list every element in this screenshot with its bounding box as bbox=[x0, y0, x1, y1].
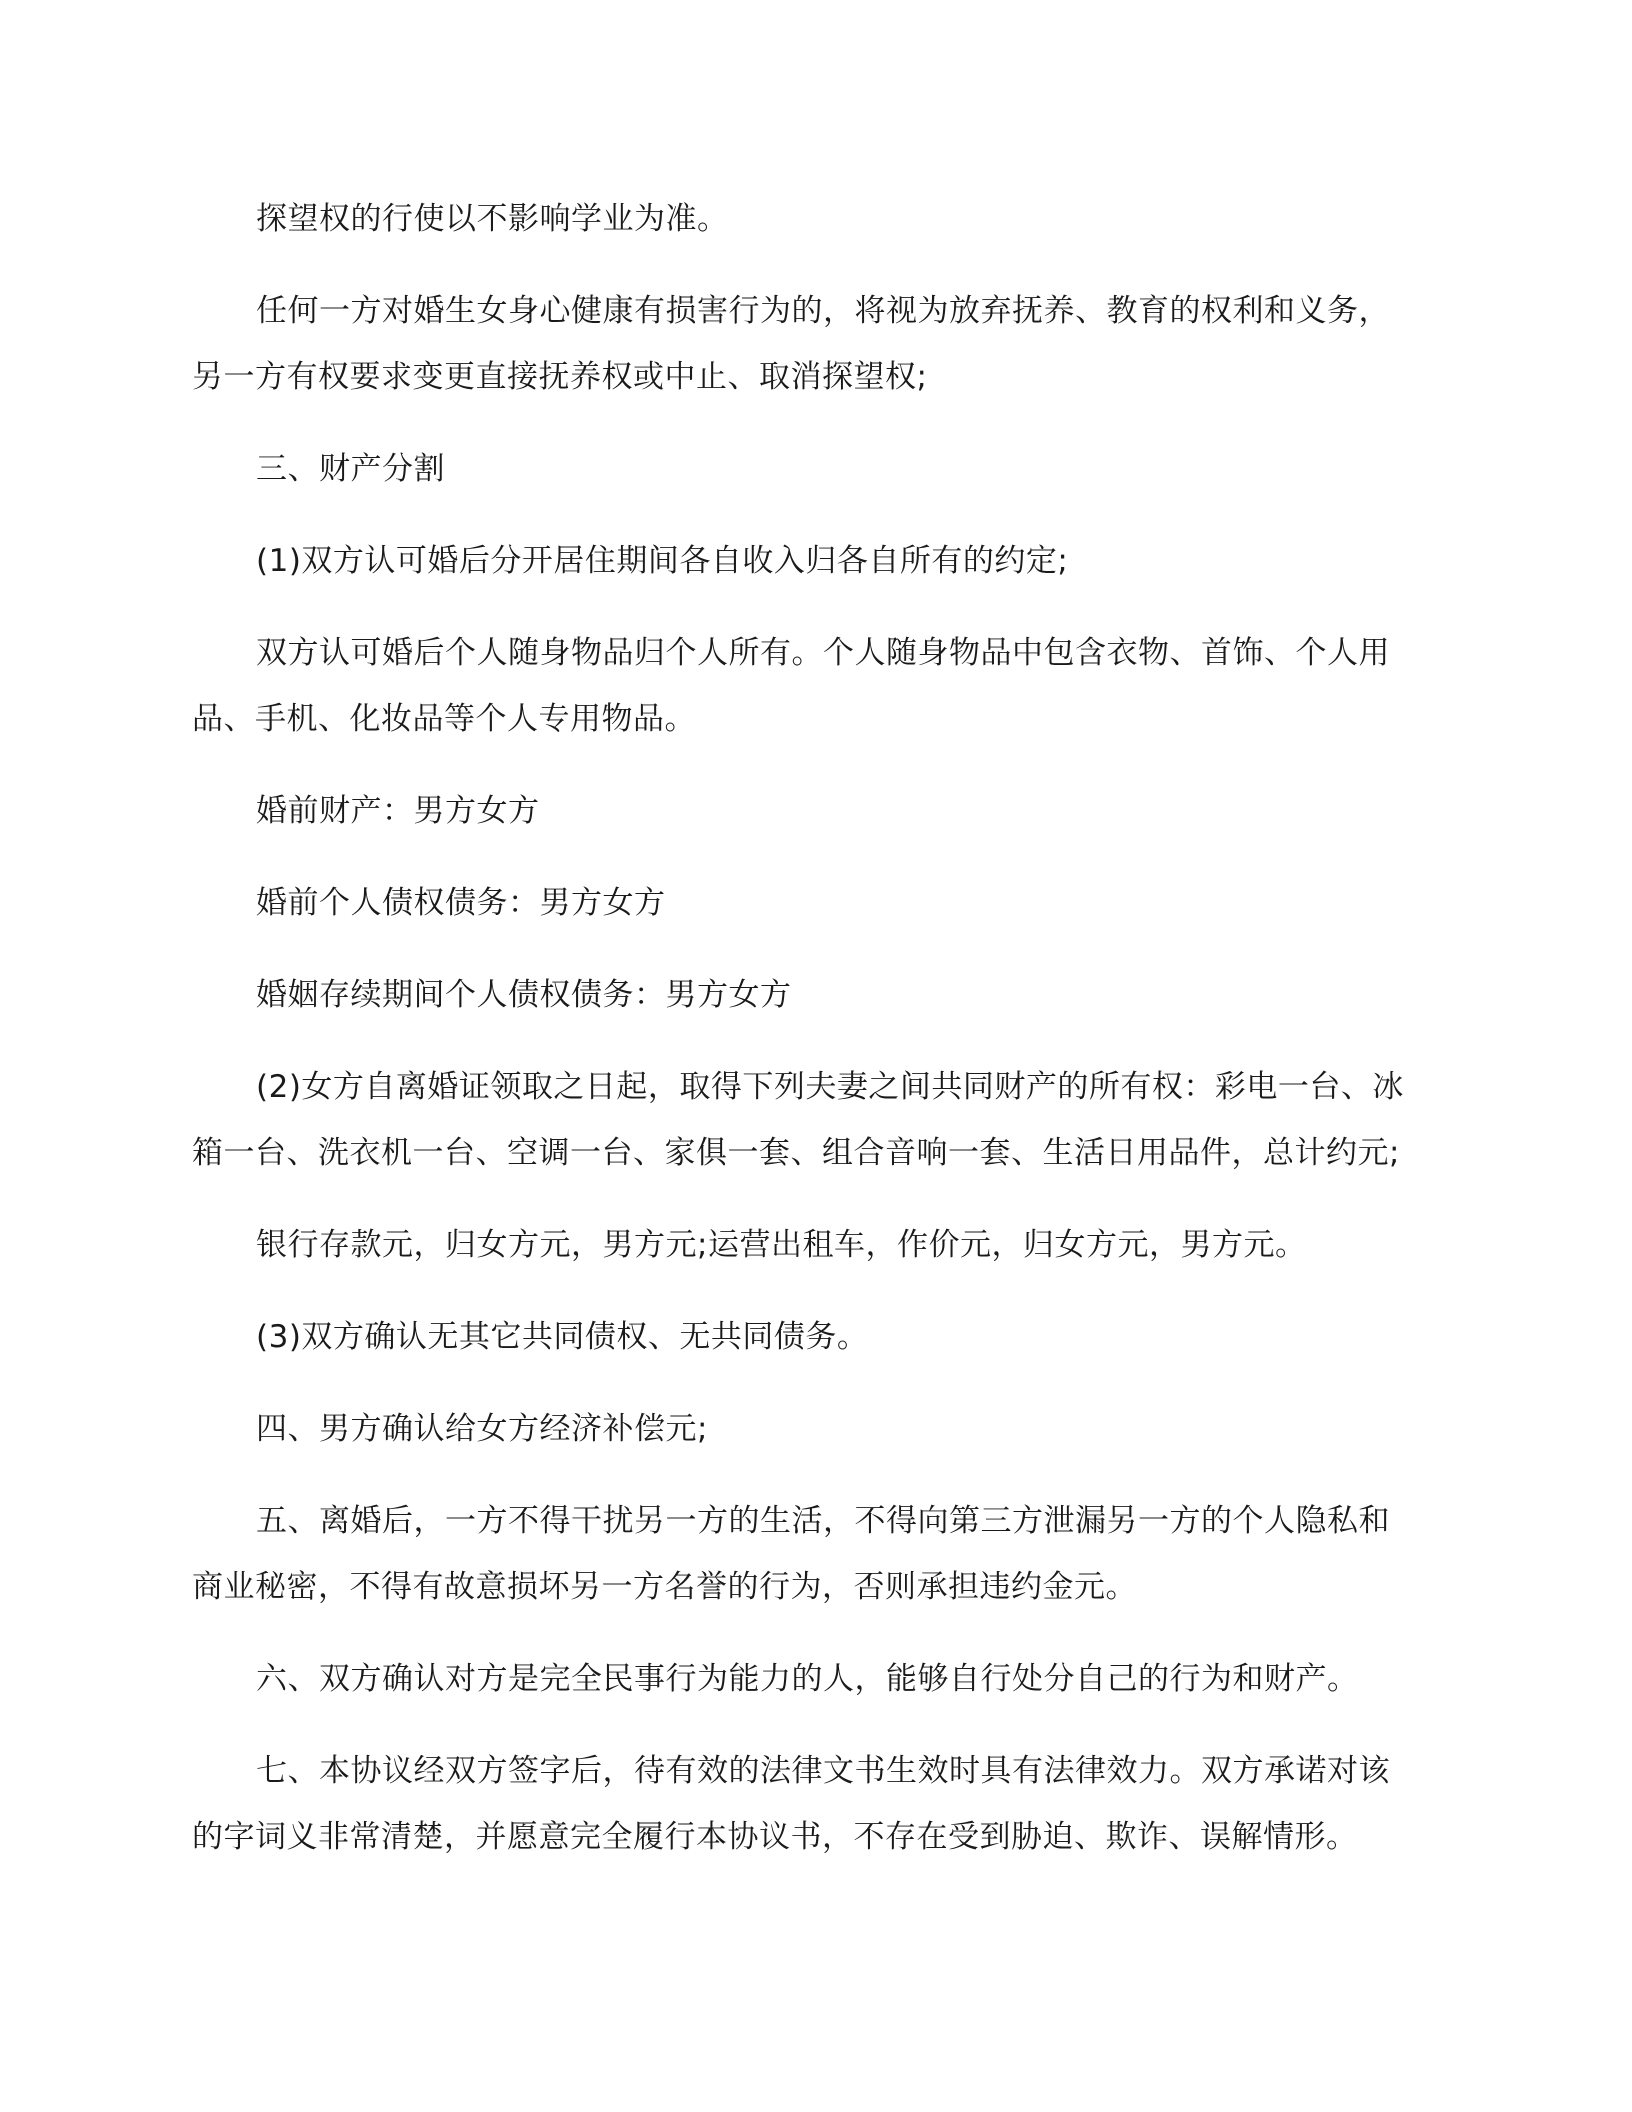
paragraph-income-agreement: (1)双方认可婚后分开居住期间各自收入归各自所有的约定; bbox=[256, 543, 1069, 579]
paragraph-premarital-property: 婚前财产：男方女方 bbox=[256, 793, 540, 829]
paragraph-joint-property: (2)女方自离婚证领取之日起，取得下列夫妻之间共同财产的所有权：彩电一台、冰箱一台、洗衣机一台、空调一台、家俱一套、组合音响一套、生活日用品件，总计约元; bbox=[192, 1069, 1404, 1171]
paragraph-personal-items: 双方认可婚后个人随身物品归个人所有。个人随身物品中包含衣物、首饰、个人用品、手机、化妆品等个人专用物品。 bbox=[192, 635, 1390, 737]
paragraph-visitation-study: 探望权的行使以不影响学业为准。 bbox=[256, 201, 729, 237]
paragraph-no-other-debts: (3)双方确认无其它共同债权、无共同债务。 bbox=[256, 1319, 869, 1355]
section-heading-effectiveness: 七、本协议经双方签字后，待有效的法律文书生效时具有法律效力。双方承诺对该的字词义非常清楚，并愿意完全履行本协议书，不存在受到胁迫、欺诈、误解情形。 bbox=[192, 1753, 1390, 1855]
paragraph-bank-deposits: 银行存款元，归女方元，男方元;运营出租车，作价元，归女方元，男方元。 bbox=[256, 1227, 1307, 1263]
paragraph-harm-clause: 任何一方对婚生女身心健康有损害行为的，将视为放弃抚养、教育的权利和义务，另一方有权要求变更直接抚养权或中止、取消探望权; bbox=[192, 293, 1390, 395]
paragraph-premarital-debts: 婚前个人债权债务：男方女方 bbox=[256, 885, 666, 921]
section-heading-compensation: 四、男方确认给女方经济补偿元; bbox=[256, 1411, 708, 1447]
section-heading-non-interference: 五、离婚后，一方不得干扰另一方的生活，不得向第三方泄漏另一方的个人隐私和商业秘密，不得有故意损坏另一方名誉的行为，否则承担违约金元。 bbox=[192, 1503, 1390, 1605]
section-heading-capacity: 六、双方确认对方是完全民事行为能力的人，能够自行处分自己的行为和财产。 bbox=[256, 1661, 1359, 1697]
document-body bbox=[192, 186, 1420, 1896]
paragraph-marital-debts: 婚姻存续期间个人债权债务：男方女方 bbox=[256, 977, 792, 1013]
section-heading-property-division: 三、财产分割 bbox=[256, 451, 445, 487]
